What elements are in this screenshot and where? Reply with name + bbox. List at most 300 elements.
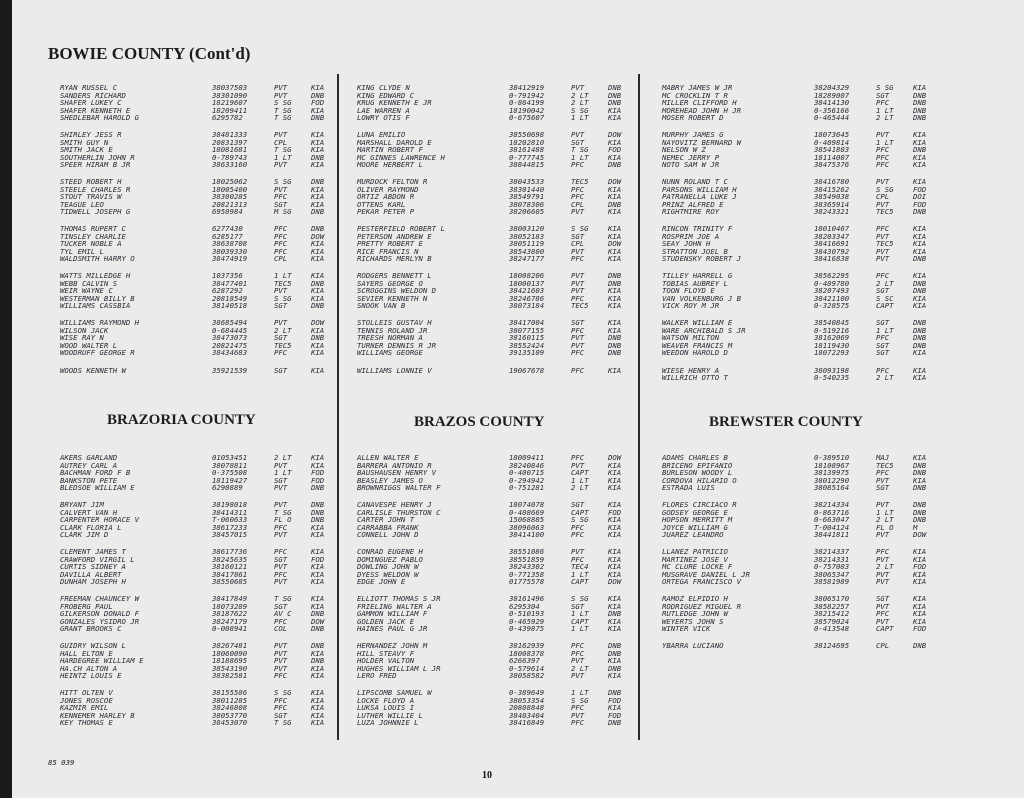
- rank: COL: [274, 624, 288, 634]
- rank: CPL: [876, 192, 890, 202]
- status-code: DOW: [311, 318, 325, 328]
- rank: PVT: [571, 333, 585, 343]
- column-divider-right: [638, 74, 640, 740]
- casualty-name: WILLIAMS LONNIE V: [357, 365, 432, 375]
- serial-number: 38844815: [509, 160, 545, 170]
- casualty-name: TIDWELL JOSEPH G: [60, 207, 131, 217]
- rank: PVT: [274, 641, 288, 651]
- rank: PFC: [274, 703, 288, 713]
- rank: PFC: [571, 348, 585, 358]
- status-code: KIA: [311, 453, 325, 462]
- rank: SGT: [571, 601, 585, 611]
- rank: PVT: [274, 656, 288, 666]
- rank: S SG: [571, 105, 589, 115]
- casualty-name: WEIR WAYNE C: [60, 286, 113, 296]
- serial-number: 38051119: [509, 239, 545, 249]
- casualty-name: LOCKE FLOYD A: [357, 695, 415, 705]
- status-code: KIA: [913, 348, 927, 358]
- rank: PFC: [571, 718, 585, 728]
- casualty-name: WEBB CALVIN S: [60, 278, 118, 288]
- casualty-name: HALL ELTON E: [60, 648, 113, 658]
- serial-number: 38581989: [814, 577, 850, 587]
- status-code: DOI: [913, 192, 927, 202]
- serial-number: 38481333: [212, 130, 248, 140]
- serial-number: 38441811: [814, 530, 850, 540]
- status-code: KIA: [311, 286, 325, 296]
- rank: CAPT: [571, 577, 589, 587]
- status-code: KIA: [311, 547, 325, 557]
- status-code: KIA: [311, 246, 325, 256]
- casualty-name: ORTEGA FRANCISCO V: [662, 577, 742, 587]
- rank: PFC: [876, 271, 890, 281]
- rank: PFC: [274, 231, 288, 241]
- casualty-name: DYESS WELDON W: [357, 569, 419, 579]
- serial-number: 38043533: [509, 177, 545, 187]
- serial-number: 38245635: [212, 554, 248, 564]
- status-code: KIA: [608, 475, 622, 485]
- serial-number: 38053770: [212, 710, 248, 720]
- status-code: DNB: [913, 207, 927, 217]
- casualty-name: WINTER VICK: [662, 624, 711, 634]
- rank: SGT: [571, 137, 585, 147]
- casualty-name: CANAVESPE HENRY J: [357, 500, 432, 510]
- serial-number: 38638708: [212, 239, 248, 249]
- serial-number: 6285177: [212, 231, 243, 241]
- serial-number: 38243321: [814, 207, 850, 217]
- casualty-name: WOODS KENNETH W: [60, 365, 126, 375]
- serial-number: 38187622: [212, 609, 248, 619]
- casualty-name: SNOOK VAN B: [357, 301, 406, 311]
- rank: S SG: [274, 98, 292, 107]
- serial-number: 15068885: [509, 515, 545, 525]
- serial-number: 38204329: [814, 83, 850, 92]
- serial-number: 0-684445: [212, 325, 248, 335]
- status-code: KIA: [608, 624, 622, 634]
- status-code: FOD: [913, 624, 927, 634]
- rank: PFC: [274, 616, 288, 626]
- casualty-name: ESTRADA LUIS: [662, 483, 715, 492]
- rank: PFC: [274, 192, 288, 202]
- rank: PVT: [876, 231, 890, 241]
- serial-number: 6295304: [509, 601, 540, 611]
- rank: PVT: [571, 460, 585, 470]
- casualty-name: AUTREY CARL A: [60, 460, 118, 470]
- serial-number: 38162939: [509, 641, 545, 651]
- rank: PFC: [274, 239, 288, 249]
- rank: SGT: [274, 475, 288, 485]
- rank: S SG: [876, 184, 894, 194]
- status-code: DNB: [913, 483, 927, 492]
- serial-number: 38417849: [212, 594, 248, 604]
- serial-number: 0-400715: [509, 468, 545, 477]
- rank: PVT: [274, 160, 288, 170]
- status-code: KIA: [311, 562, 325, 572]
- casualty-name: CONRAD EUGENE H: [357, 547, 423, 557]
- casualty-name: GILKERSON DONALD F: [60, 609, 140, 619]
- serial-number: 0-777745: [509, 152, 545, 162]
- serial-number: 20831397: [212, 137, 248, 147]
- rank: TEC5: [876, 239, 894, 249]
- rank: PVT: [274, 483, 288, 492]
- status-code: KIA: [913, 177, 927, 187]
- rank: T SG: [274, 507, 292, 517]
- serial-number: 38414130: [814, 98, 850, 107]
- casualty-name: MARTIN ROBERT F: [357, 145, 423, 155]
- rank: PFC: [571, 648, 585, 658]
- status-code: KIA: [913, 475, 927, 485]
- rank: PVT: [274, 130, 288, 140]
- serial-number: 38552424: [509, 340, 545, 350]
- status-code: DNB: [311, 656, 325, 666]
- casualty-name: ALLEN WALTER E: [357, 453, 419, 462]
- serial-number: 38247177: [509, 254, 545, 264]
- status-code: KIA: [913, 554, 927, 564]
- status-code: KIA: [608, 522, 622, 532]
- serial-number: 38551086: [509, 547, 545, 557]
- rank: SGT: [876, 90, 890, 100]
- casualty-name: WALKER WILLIAM E: [662, 318, 733, 328]
- status-code: DNB: [311, 507, 325, 517]
- rank: TEC5: [876, 207, 894, 217]
- serial-number: 0-864199: [509, 98, 545, 107]
- serial-number: 38161496: [509, 594, 545, 604]
- serial-number: 38382581: [212, 671, 248, 681]
- serial-number: 38246786: [509, 293, 545, 303]
- status-code: DOW: [311, 616, 325, 626]
- casualty-name: MURDOCK FELTON R: [357, 177, 428, 187]
- rank: S SG: [274, 293, 292, 303]
- rank: 1 LT: [876, 105, 894, 115]
- casualty-name: CLARK JIM D: [60, 530, 109, 540]
- status-code: KIA: [311, 594, 325, 604]
- rank: 2 LT: [876, 278, 894, 288]
- rank: 2 LT: [274, 453, 292, 462]
- casualty-name: PESTERFIELD ROBERT L: [357, 224, 445, 234]
- rank: PVT: [571, 207, 585, 217]
- serial-number: 38417861: [212, 569, 248, 579]
- casualty-name: MURPHY JAMES G: [662, 130, 724, 140]
- rank: PFC: [274, 246, 288, 256]
- serial-number: 38403404: [509, 710, 545, 720]
- rank: PVT: [571, 710, 585, 720]
- casualty-name: THOMAS RUPERT C: [60, 224, 126, 234]
- casualty-name: NAYOVITZ BERNARD W: [662, 137, 742, 147]
- status-code: FOD: [311, 468, 325, 477]
- casualty-name: PRETTY ROBERT E: [357, 239, 423, 249]
- serial-number: 0-389510: [814, 453, 850, 462]
- casualty-name: MOORE HERBERT L: [357, 160, 423, 170]
- status-code: DNB: [913, 286, 927, 296]
- casualty-name: HUGHES WILLIAM L JR: [357, 663, 441, 673]
- rank: 1 LT: [571, 624, 589, 634]
- rank: SGT: [571, 231, 585, 241]
- status-code: KIA: [913, 609, 927, 619]
- serial-number: 38085164: [814, 483, 850, 492]
- casualty-name: LUNA EMILIO: [357, 130, 406, 140]
- serial-number: 38550685: [212, 577, 248, 587]
- serial-number: 38207493: [814, 286, 850, 296]
- status-code: DOW: [608, 239, 622, 249]
- rank: PFC: [876, 224, 890, 234]
- status-code: FOD: [608, 695, 622, 705]
- serial-number: 0-675607: [509, 113, 545, 122]
- serial-number: 18000137: [509, 278, 545, 288]
- casualty-name: HA.CH ALTON A: [60, 663, 118, 673]
- casualty-name: CLARK FLORIA L: [60, 522, 122, 532]
- serial-number: 0-751281: [509, 483, 545, 492]
- serial-number: 0-356166: [814, 105, 850, 115]
- rank: T SG: [274, 718, 292, 728]
- serial-number: 18025062: [212, 177, 248, 187]
- casualty-name: NOTO SAM W JR: [662, 160, 720, 170]
- serial-number: 20808848: [509, 703, 545, 713]
- serial-number: 38549791: [509, 192, 545, 202]
- rank: PVT: [274, 577, 288, 587]
- serial-number: 18060090: [212, 648, 248, 658]
- status-code: KIA: [608, 569, 622, 579]
- serial-number: 38417004: [509, 318, 545, 328]
- status-code: DNB: [913, 515, 927, 525]
- rank: T SG: [274, 145, 292, 155]
- serial-number: 38633160: [212, 160, 248, 170]
- rank: CAPT: [571, 468, 589, 477]
- serial-number: 38477401: [212, 278, 248, 288]
- serial-number: 38617736: [212, 547, 248, 557]
- serial-number: 20821475: [212, 340, 248, 350]
- page-number: 10: [482, 770, 492, 781]
- serial-number: 38162069: [814, 333, 850, 343]
- serial-number: 0-465444: [814, 113, 850, 122]
- rank: PVT: [571, 246, 585, 256]
- serial-number: 18081681: [212, 145, 248, 155]
- status-code: KIA: [608, 500, 622, 510]
- rank: PFC: [876, 333, 890, 343]
- casualty-name: VAN VOLKENBURG J B: [662, 293, 742, 303]
- rank: PFC: [274, 547, 288, 557]
- casualty-name: WEYERTS JOHN S: [662, 616, 724, 626]
- rank: PVT: [876, 254, 890, 264]
- serial-number: 38473073: [212, 333, 248, 343]
- serial-number: 0-389649: [509, 688, 545, 698]
- status-code: KIA: [608, 246, 622, 256]
- status-code: DNB: [913, 325, 927, 335]
- status-code: KIA: [311, 671, 325, 681]
- serial-number: 38685494: [212, 318, 248, 328]
- casualty-name: PEKAR PETER P: [357, 207, 415, 217]
- status-code: DNB: [608, 83, 622, 92]
- casualty-name: CORDOVA HILARIO O: [662, 475, 737, 485]
- casualty-name: EDGE JOHN E: [357, 577, 406, 587]
- casualty-name: HOPSON MERRITT M: [662, 515, 733, 525]
- casualty-name: KRUG KENNETH E JR: [357, 98, 432, 107]
- status-code: KIA: [913, 293, 927, 303]
- serial-number: 18219607: [212, 98, 248, 107]
- serial-number: 0-519216: [814, 325, 850, 335]
- status-code: DNB: [913, 500, 927, 510]
- rank: S SG: [571, 695, 589, 705]
- rank: PVT: [876, 577, 890, 587]
- rank: S SG: [876, 83, 894, 92]
- casualty-name: KING EDWARD C: [357, 90, 415, 100]
- casualty-name: ORTIZ ABDON R: [357, 192, 415, 202]
- status-code: KIA: [913, 160, 927, 170]
- serial-number: 0-663047: [814, 515, 850, 525]
- rank: CPL: [274, 254, 288, 264]
- casualty-name: TREESH NORMAN A: [357, 333, 423, 343]
- status-code: KIA: [608, 318, 622, 328]
- serial-number: 38160121: [212, 562, 248, 572]
- casualty-name: KENNEMER HARLEY B: [60, 710, 135, 720]
- casualty-name: LUZA JOHNNIE L: [357, 718, 419, 728]
- casualty-name: HARDEGREE WILLIAM E: [60, 656, 144, 666]
- rank: PFC: [274, 348, 288, 358]
- status-code: DNB: [311, 278, 325, 288]
- casualty-name: CRAWFORD VIRGIL L: [60, 554, 135, 564]
- rank: PVT: [274, 562, 288, 572]
- casualty-name: BRYANT JIM: [60, 500, 104, 510]
- serial-number: 18114007: [814, 152, 850, 162]
- status-code: DNB: [913, 105, 927, 115]
- rank: FL O: [274, 515, 292, 525]
- status-code: DNB: [608, 90, 622, 100]
- casualty-name: MC GINNES LAWRENCE H: [357, 152, 445, 162]
- status-code: KIA: [311, 718, 325, 728]
- rank: 2 LT: [571, 98, 589, 107]
- rank: PFC: [571, 184, 585, 194]
- casualty-name: WESTERMAN BILLY B: [60, 293, 135, 303]
- serial-number: 18008206: [509, 271, 545, 281]
- rank: 1 LT: [274, 152, 292, 162]
- status-code: KIA: [311, 530, 325, 540]
- status-code: KIA: [311, 695, 325, 705]
- rank: PVT: [274, 500, 288, 510]
- status-code: KIA: [311, 688, 325, 698]
- status-code: KIA: [608, 325, 622, 335]
- status-code: KIA: [311, 105, 325, 115]
- serial-number: T-004124: [814, 522, 850, 532]
- rank: PFC: [571, 192, 585, 202]
- serial-number: 38457015: [212, 530, 248, 540]
- status-code: FOD: [913, 184, 927, 194]
- status-code: FOD: [608, 145, 622, 155]
- rank: S SG: [571, 224, 589, 234]
- casualty-name: WALDSMITH HARRY O: [60, 254, 135, 264]
- rank: PFC: [274, 671, 288, 681]
- rank: 1 LT: [571, 569, 589, 579]
- rank: PVT: [876, 554, 890, 564]
- casualty-name: LOWRY OTIS F: [357, 113, 410, 122]
- status-code: KIA: [311, 348, 325, 358]
- rank: T SG: [571, 145, 589, 155]
- casualty-name: CONNELL JOHN D: [357, 530, 419, 540]
- county-title-brazoria: BRAZORIA COUNTY: [107, 412, 256, 428]
- status-code: FOD: [608, 507, 622, 517]
- rank: 2 LT: [571, 90, 589, 100]
- status-code: KIA: [311, 192, 325, 202]
- status-code: DNB: [311, 207, 325, 217]
- casualty-name: MUSGRAVE DANIEL L JR: [662, 569, 750, 579]
- rank: 1 LT: [571, 688, 589, 698]
- casualty-name: WEEDON HAROLD D: [662, 348, 728, 358]
- status-code: KIA: [608, 594, 622, 604]
- status-code: DNB: [608, 333, 622, 343]
- serial-number: 18190042: [509, 105, 545, 115]
- rank: S SG: [571, 515, 589, 525]
- serial-number: 38065170: [814, 594, 850, 604]
- serial-number: 38267481: [212, 641, 248, 651]
- serial-number: 38582257: [814, 601, 850, 611]
- casualty-name: SHAFER KENNETH E: [60, 105, 131, 115]
- casualty-name: SAYERS GEORGE O: [357, 278, 423, 288]
- casualty-name: NEMEC JERRY P: [662, 152, 720, 162]
- serial-number: 0-413548: [814, 624, 850, 634]
- rank: PFC: [571, 530, 585, 540]
- casualty-name: TOON FLOYD E: [662, 286, 715, 296]
- rank: 1 LT: [274, 271, 292, 281]
- rank: PFC: [274, 695, 288, 705]
- serial-number: 38541803: [814, 145, 850, 155]
- rank: PVT: [571, 547, 585, 557]
- status-code: KIA: [608, 231, 622, 241]
- casualty-name: WISE RAY N: [60, 333, 104, 343]
- rank: TEC4: [571, 562, 589, 572]
- status-code: KIA: [311, 293, 325, 303]
- county-title-bowie: BOWIE COUNTY (Cont'd): [48, 44, 251, 63]
- status-code: KIA: [913, 239, 927, 249]
- rank: PVT: [274, 184, 288, 194]
- serial-number: 6295782: [212, 113, 243, 122]
- column-divider-left: [337, 74, 339, 740]
- status-code: KIA: [608, 254, 622, 264]
- status-code: DNB: [608, 271, 622, 281]
- footer-code: 85 039: [48, 758, 75, 767]
- rank: SGT: [274, 554, 288, 564]
- status-code: KIA: [913, 271, 927, 281]
- rank: PFC: [571, 160, 585, 170]
- rank: PFC: [571, 453, 585, 462]
- rank: TEC5: [571, 301, 589, 311]
- casualty-name: SEAY JOHN H: [662, 239, 711, 249]
- casualty-name: SHIRLEY JESS R: [60, 130, 122, 140]
- serial-number: 38412919: [509, 83, 545, 92]
- casualty-name: CALVERT VAN H: [60, 507, 118, 517]
- rank: PVT: [571, 278, 585, 288]
- rank: S SG: [571, 594, 589, 604]
- serial-number: 38475376: [814, 160, 850, 170]
- casualty-name: PETERSON ANDREW E: [357, 231, 432, 241]
- casualty-name: JOYCE WILLIAM G: [662, 522, 728, 532]
- rank: PVT: [274, 83, 288, 92]
- status-code: DNB: [608, 609, 622, 619]
- casualty-name: YBARRA LUCIANO: [662, 641, 724, 651]
- casualty-name: LLANEZ PATRICIO: [662, 547, 728, 557]
- serial-number: 38415262: [814, 184, 850, 194]
- serial-number: 38543800: [509, 246, 545, 256]
- casualty-name: BLEDSOE WILLIAM E: [60, 483, 135, 492]
- rank: PFC: [876, 609, 890, 619]
- serial-number: 20821313: [212, 199, 248, 209]
- casualty-name: BANKSTON PETE: [60, 475, 118, 485]
- serial-number: 38011285: [212, 695, 248, 705]
- rank: FL O: [876, 522, 894, 532]
- casualty-name: WILLIAMS RAYMOND H: [60, 318, 140, 328]
- status-code: DNB: [608, 278, 622, 288]
- status-code: KIA: [311, 137, 325, 147]
- rank: PVT: [876, 199, 890, 209]
- rank: SGT: [876, 340, 890, 350]
- serial-number: 38243302: [509, 562, 545, 572]
- status-code: KIA: [913, 137, 927, 147]
